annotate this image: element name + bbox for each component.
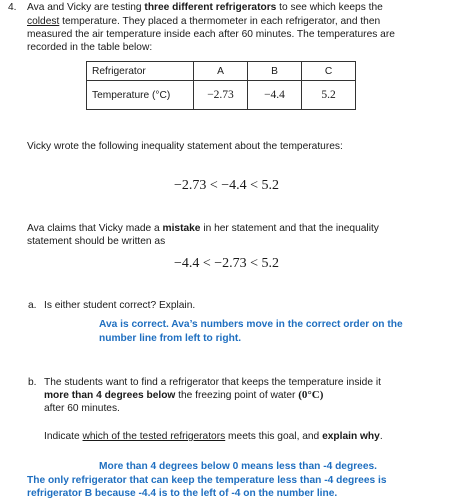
instruction-bold: explain why xyxy=(322,431,380,442)
part-b-line-1: The students want to find a refrigerator that keeps the temperature inside it xyxy=(44,377,381,388)
coldest-underlined: coldest xyxy=(27,16,60,27)
table-cell: 5.2 xyxy=(302,81,356,110)
question-intro-line-4: recorded in the table below: xyxy=(27,42,153,53)
question-intro-line-1 xyxy=(27,1,383,14)
mistake-bold-text: mistake xyxy=(162,223,201,234)
part-b-instruction xyxy=(44,430,383,443)
question-intro-line-2 xyxy=(27,15,380,28)
ava-inequality: −4.4 < −2.73 < 5.2 xyxy=(173,256,280,271)
intro-bold-text: three different refrigerators xyxy=(144,2,277,13)
question-intro-line-3: measured the air temperature inside each after 60 minutes. The temperatures are xyxy=(27,29,395,40)
freezing-point-value: (0°C) xyxy=(298,389,324,401)
part-b-bold-text: more than 4 degrees below xyxy=(44,390,176,401)
instruction-text-mid: meets this goal, and xyxy=(225,431,323,442)
part-b-line-3: after 60 minutes. xyxy=(44,403,120,414)
table-header-cell: B xyxy=(248,62,302,81)
part-b-answer-line-1: More than 4 degrees below 0 means less than -4 degrees. xyxy=(99,461,377,472)
table-header-cell: A xyxy=(194,62,248,81)
part-a-question: Is either student correct? Explain. xyxy=(44,300,196,311)
ava-claim-line-2: statement should be written as xyxy=(27,236,166,247)
intro-text: Ava and Vicky are testing xyxy=(27,2,145,13)
table-row-label: Temperature (°C) xyxy=(87,81,194,110)
part-b-label: b. xyxy=(28,377,37,388)
part-a-answer-line-2: number line from left to right. xyxy=(99,333,242,344)
table-cell: −4.4 xyxy=(248,81,302,110)
table-row xyxy=(87,81,356,110)
table-header-cell: C xyxy=(302,62,356,81)
part-b-answer-line-3: refrigerator B because -4.4 is to the left of -4 on the number line. xyxy=(27,488,338,499)
instruction-text: Indicate xyxy=(44,431,83,442)
part-a-answer-line-1: Ava is correct. Ava’s numbers move in the correct order on the xyxy=(99,319,403,330)
table-header-row xyxy=(87,62,356,81)
part-b-line-2-text: the freezing point of water xyxy=(175,390,299,401)
ava-claim-text-end: in her statement and that the inequality xyxy=(200,223,379,234)
ava-claim-text: Ava claims that Vicky made a xyxy=(27,223,163,234)
table-cell: −2.73 xyxy=(194,81,248,110)
temperature-table xyxy=(86,61,356,110)
instruction-underlined: which of the tested refrigerators xyxy=(82,431,226,442)
vicky-inequality: −2.73 < −4.4 < 5.2 xyxy=(173,178,280,193)
instruction-text-end: . xyxy=(379,431,383,442)
part-a-label: a. xyxy=(28,300,37,311)
intro-line-2-text: temperature. They placed a thermometer in each refrigerator, and then xyxy=(59,16,381,27)
intro-text-end: to see which keeps the xyxy=(276,2,383,13)
question-number: 4. xyxy=(8,2,17,13)
vicky-statement: Vicky wrote the following inequality statement about the temperatures: xyxy=(27,141,343,152)
part-b-line-2 xyxy=(44,389,323,402)
table-header-cell: Refrigerator xyxy=(87,62,194,81)
ava-claim-line-1 xyxy=(27,222,379,235)
part-b-answer-line-2: The only refrigerator that can keep the temperature less than -4 degrees is xyxy=(27,475,387,486)
